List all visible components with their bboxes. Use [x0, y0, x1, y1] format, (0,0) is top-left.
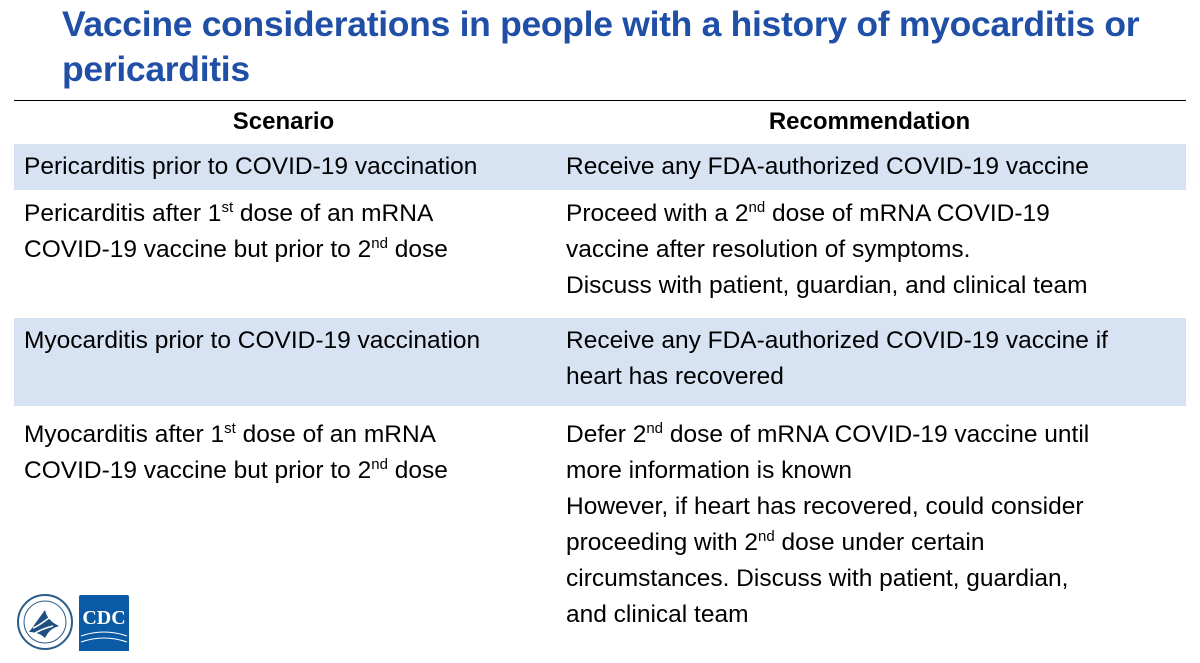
table-row: [14, 144, 1186, 191]
cell-line: vaccine after resolution of symptoms.: [566, 236, 971, 263]
recommendation-cell: [553, 407, 1186, 637]
line-text: dose of an mRNA: [233, 200, 434, 227]
scenario-cell: [14, 191, 553, 317]
line-text: Pericarditis after 1: [24, 200, 222, 227]
ordinal-suffix: st: [221, 199, 234, 216]
ordinal-suffix: nd: [758, 528, 775, 545]
ordinal-suffix: nd: [371, 456, 388, 473]
line-text: Defer 2: [566, 421, 647, 448]
line-text: dose of mRNA COVID-19: [765, 200, 1050, 227]
table-row: [14, 318, 1186, 407]
line-text: dose: [387, 457, 448, 484]
ordinal-suffix: nd: [646, 420, 664, 437]
table-row: [14, 191, 1186, 318]
cdc-logo-text: CDC: [82, 607, 126, 629]
cell-line: Receive any FDA-authorized COVID-19 vaccine: [566, 153, 1089, 180]
ordinal-suffix: nd: [371, 235, 388, 252]
table-row: [14, 407, 1186, 638]
cell-line: heart has recovered: [566, 363, 784, 390]
table-header-row: [14, 101, 1186, 144]
cell-line: Pericarditis prior to COVID-19 vaccination: [24, 153, 478, 180]
cell-line: [24, 232, 553, 268]
recommendation-cell: [553, 318, 1186, 406]
hhs-cdc-logo: [15, 588, 133, 658]
cell-line: more information is known: [566, 457, 852, 484]
cell-line: [566, 417, 1186, 453]
cell-line: [24, 417, 553, 453]
ordinal-suffix: st: [224, 420, 236, 437]
line-text: dose under certain: [774, 529, 985, 556]
page-title: Vaccine considerations in people with a history of myocarditis or pericarditis: [62, 4, 1140, 89]
line-text: COVID-19 vaccine but prior to 2: [24, 236, 372, 263]
cell-line: [566, 196, 1186, 232]
header-recommendation: Recommendation: [768, 108, 971, 135]
cell-line: [24, 196, 553, 232]
hhs-eagle-icon: [15, 588, 133, 658]
line-text: dose of an mRNA: [235, 421, 437, 448]
line-text: dose: [387, 236, 448, 263]
line-text: dose of mRNA COVID-19 vaccine until: [663, 421, 1090, 448]
cell-line: [566, 525, 1186, 561]
cell-line: Discuss with patient, guardian, and clinical team: [566, 272, 1088, 299]
recommendation-table: [14, 100, 1186, 638]
cell-line: However, if heart has recovered, could consider: [566, 493, 1084, 520]
cell-line: [24, 453, 553, 489]
recommendation-cell: [553, 144, 1186, 190]
line-text: Proceed with a 2: [566, 200, 749, 227]
scenario-cell: [14, 144, 553, 190]
cell-line: Receive any FDA-authorized COVID-19 vaccine if: [566, 327, 1108, 354]
cell-line: Myocarditis prior to COVID-19 vaccination: [24, 327, 481, 354]
line-text: COVID-19 vaccine but prior to 2: [24, 457, 372, 484]
header-scenario: Scenario: [232, 108, 335, 135]
scenario-cell: [14, 318, 553, 406]
cell-line: and clinical team: [566, 601, 749, 628]
line-text: proceeding with 2: [566, 529, 759, 556]
recommendation-cell: [553, 191, 1186, 317]
ordinal-suffix: nd: [748, 199, 766, 216]
cell-line: circumstances. Discuss with patient, guardian,: [566, 565, 1069, 592]
line-text: Myocarditis after 1: [24, 421, 225, 448]
